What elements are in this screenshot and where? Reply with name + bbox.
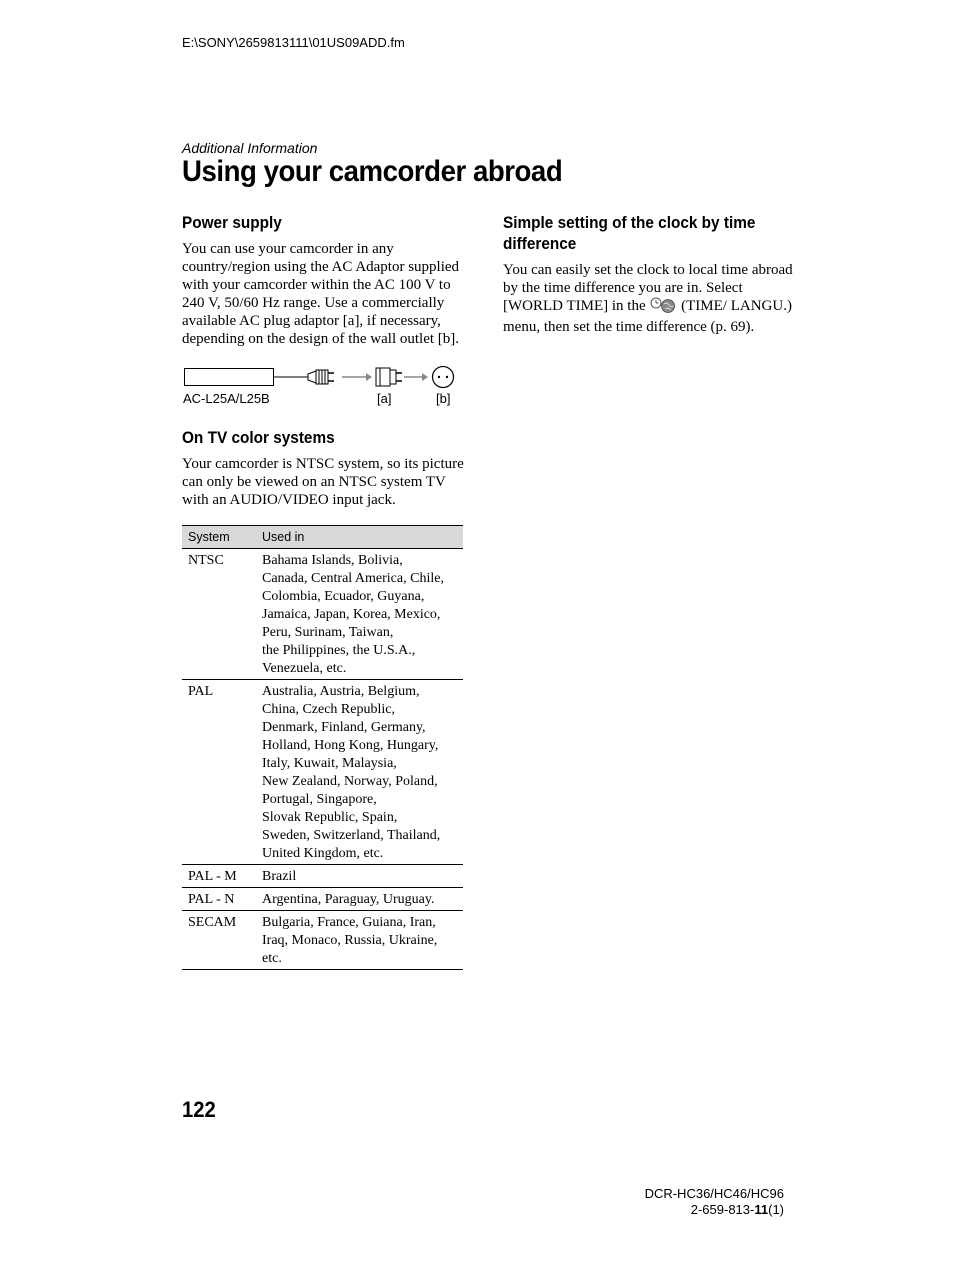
cord-plug-icon <box>308 370 334 384</box>
tv-systems-heading: On TV color systems <box>182 429 335 447</box>
wall-outlet-icon <box>433 367 454 388</box>
used-in-cell: Argentina, Paraguay, Uruguay. <box>256 888 463 911</box>
tv-systems-text: Your camcorder is NTSC system, so its picture can only be viewed on an NTSC system TV with an AUDIO/VIDEO input jack. <box>182 456 464 508</box>
clock-text-after-icon: (TIME/ LANGU.) menu, then set the time difference (p. 69). <box>503 298 792 335</box>
clock-setting-text <box>503 261 793 336</box>
left-column <box>182 213 464 970</box>
table-row <box>182 911 463 970</box>
power-supply-heading: Power supply <box>182 214 282 232</box>
label-b: [b] <box>436 391 451 406</box>
plug-adaptor-diagram <box>182 360 464 416</box>
table-row <box>182 865 463 888</box>
section-label: Additional Information <box>182 140 318 156</box>
footer-code-prefix: 2-659-813- <box>690 1202 755 1217</box>
clock-setting-heading: Simple setting of the clock by time difference <box>503 214 756 253</box>
page-title: Using your camcorder abroad <box>182 155 563 188</box>
used-in-cell: Bulgaria, France, Guiana, Iran, Iraq, Monaco, Russia, Ukraine, etc. <box>256 911 463 970</box>
footer-code <box>645 1202 784 1218</box>
plug-adaptor-icon <box>376 368 402 386</box>
system-cell: PAL - N <box>182 888 256 911</box>
column-header-system: System <box>182 526 256 549</box>
footer-code-suffix: (1) <box>768 1202 784 1217</box>
label-a: [a] <box>377 391 392 406</box>
system-cell: PAL <box>182 680 256 865</box>
table-row <box>182 549 463 680</box>
clock-text-before-icon: You can easily set the clock to local time abroad by the time difference you are in. Select [WORLD TIME] in the <box>503 262 793 314</box>
power-supply-text: You can use your camcorder in any country/region using the AC Adaptor supplied with your camcorder within the AC 100 V to 240 V, 50/60 Hz range. Use a commercially available AC plug adaptor [a], if necessary, depending on the design of the wall outlet [b]. <box>182 241 460 347</box>
footer-model-info <box>645 1186 784 1218</box>
clock-globe-icon <box>649 297 677 318</box>
system-cell: NTSC <box>182 549 256 680</box>
footer-model: DCR-HC36/HC46/HC96 <box>644 1186 784 1201</box>
table-header-row <box>182 526 463 549</box>
page-number: 122 <box>182 1097 216 1122</box>
system-cell: PAL - M <box>182 865 256 888</box>
used-in-cell: Bahama Islands, Bolivia, Canada, Central America, Chile, Colombia, Ecuador, Guyana, Jamaica, Japan, Korea, Mexico, Peru, Surinam, Taiwan, the Philippines, the U.S.A., Venezuela, etc. <box>256 549 463 680</box>
tv-systems-table <box>182 525 463 970</box>
footer-code-bold: 11 <box>754 1202 769 1217</box>
table-row <box>182 888 463 911</box>
right-column <box>503 213 793 336</box>
adaptor-model-label: AC-L25A/L25B <box>183 391 270 406</box>
file-path: E:\SONY\2659813111\01US09ADD.fm <box>182 35 405 50</box>
column-header-used-in: Used in <box>256 526 463 549</box>
used-in-cell: Brazil <box>256 865 463 888</box>
used-in-cell: Australia, Austria, Belgium, China, Czech Republic, Denmark, Finland, Germany, Holland, Hong Kong, Hungary, Italy, Kuwait, Malaysia, New Zealand, Norway, Poland, Portugal, Singapore, Slovak Republic, Spain, Sweden, Switzerland, Thailand, United Kingdom, etc. <box>256 680 463 865</box>
system-cell: SECAM <box>182 911 256 970</box>
table-row <box>182 680 463 865</box>
